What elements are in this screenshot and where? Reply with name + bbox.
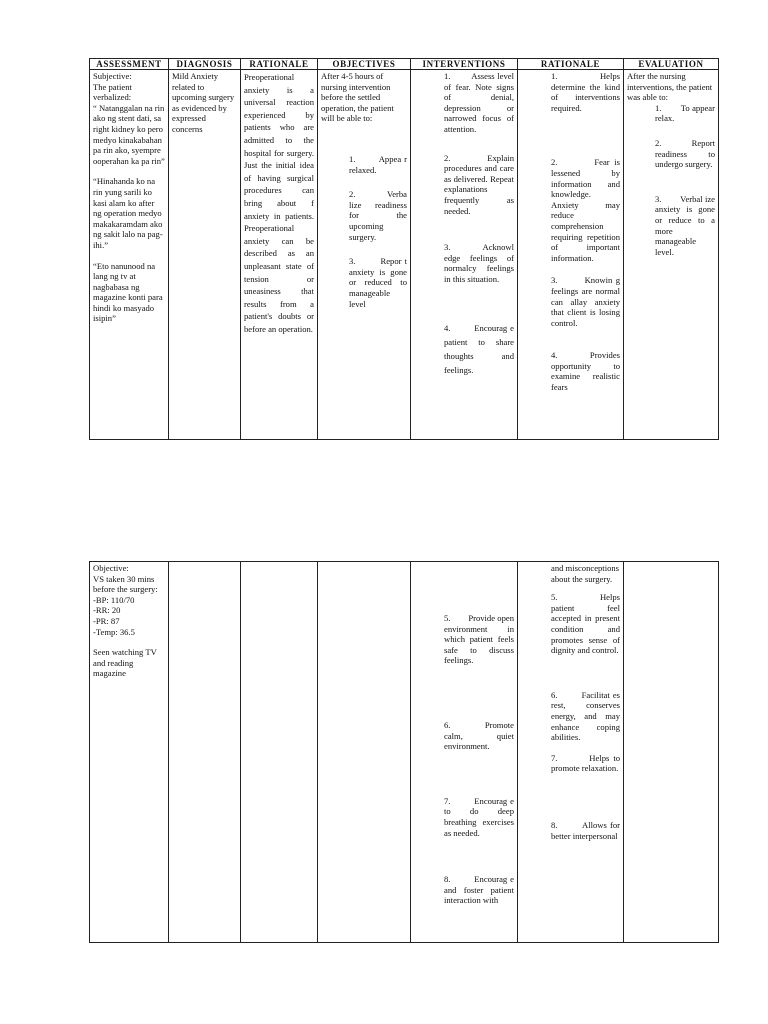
objective-item: 3. Repor t anxiety is gone or reduced to manageable level bbox=[349, 256, 407, 309]
intervention-item: 3. Acknowl edge feelings of normalcy feelings in this situation. bbox=[444, 242, 514, 284]
rationale-cell bbox=[241, 70, 318, 440]
diagnosis-cell bbox=[169, 562, 241, 943]
rationale-2-cell bbox=[518, 562, 624, 943]
rationale-item: 8. Allows for better interpersonal bbox=[551, 819, 620, 841]
diagnosis-cell bbox=[169, 70, 241, 440]
header-assessment: ASSESSMENT bbox=[90, 59, 169, 70]
evaluation-cell bbox=[624, 70, 719, 440]
objectives-intro: After 4-5 hours of nursing intervention before the settled operation, the patient will be able to: bbox=[321, 71, 394, 124]
vital-temp: -Temp: 36.5 bbox=[93, 626, 135, 637]
rationale-item: 2. Fear is lessened by information and knowledge. Anxiety may reduce comprehension requiring repetition of important information. bbox=[551, 157, 620, 263]
rationale-item: 4. Provides opportunity to examine realistic fears bbox=[551, 350, 620, 393]
intervention-item: 4. Encourag e patient to share thoughts and feelings. bbox=[444, 322, 514, 375]
objectives-cell bbox=[318, 562, 411, 943]
header-evaluation: EVALUATION bbox=[624, 59, 719, 70]
header-objectives: OBJECTIVES bbox=[318, 59, 411, 70]
assessment-cell bbox=[90, 562, 169, 943]
rationale-item: 6. Facilitat es rest, conserves energy, and may enhance coping abilities. bbox=[551, 689, 620, 743]
intervention-item: 2. Explain procedures and care as delivered. Repeat explanations frequently as needed. bbox=[444, 152, 514, 216]
care-plan-table-page-1 bbox=[89, 58, 719, 440]
intervention-item: 1. Assess level of fear. Note signs of denial, depression or narrowed focus of attention. bbox=[444, 71, 514, 134]
intervention-item: 7. Encourag e to do deep breathing exercises as needed. bbox=[444, 795, 514, 838]
rationale-item: 3. Knowin g feelings are normal can allay anxiety that client is losing control. bbox=[551, 275, 620, 328]
patient-quote-1: “ Natanggalan na rin ako ng stent dati, sa right kidney ko pero medyo kinakabahan pa rin ako, syempre ooperahan ka pa rin” bbox=[93, 102, 165, 166]
subjective-intro: The patient verbalized: bbox=[93, 81, 132, 103]
header-diagnosis: DIAGNOSIS bbox=[169, 59, 241, 70]
rationale-item: 1. Helps determine the kind of interventions required. bbox=[551, 71, 620, 113]
evaluation-cell bbox=[624, 562, 719, 943]
intervention-item: 6. Promote calm, quiet environment. bbox=[444, 719, 514, 752]
header-row bbox=[90, 59, 719, 70]
content-row bbox=[90, 562, 719, 943]
header-rationale-2: RATIONALE bbox=[518, 59, 624, 70]
vital-rr: -RR: 20 bbox=[93, 605, 121, 616]
evaluation-item: 1. To appear relax. bbox=[655, 102, 715, 124]
assessment-cell bbox=[90, 70, 169, 440]
observation-note: Seen watching TV and reading magazine bbox=[93, 647, 157, 679]
interventions-cell bbox=[411, 562, 518, 943]
diagnosis-text: Mild Anxiety related to upcoming surgery as evidenced by expressed concerns bbox=[172, 71, 235, 134]
objective-item: 2. Verba lize readiness for the upcoming surgery. bbox=[349, 189, 407, 242]
vitals-intro: VS taken 30 mins before the surgery: bbox=[93, 573, 158, 595]
vital-pr: -PR: 87 bbox=[93, 615, 120, 626]
subjective-label: Subjective: bbox=[93, 71, 132, 81]
rationale-item: 7. Helps to promote relaxation. bbox=[551, 752, 620, 774]
rationale-2-cell bbox=[518, 70, 624, 440]
intervention-item: 5. Provide open environment in which patient feels safe to discuss feelings. bbox=[444, 613, 514, 666]
rationale-cell bbox=[241, 562, 318, 943]
rationale-item: 5. Helps patient feel accepted in present condition and promotes sense of dignity and control. bbox=[551, 592, 620, 656]
header-interventions: INTERVENTIONS bbox=[411, 59, 518, 70]
vital-bp: -BP: 110/70 bbox=[93, 594, 135, 605]
header-rationale: RATIONALE bbox=[241, 59, 318, 70]
content-row bbox=[90, 70, 719, 440]
objectives-cell bbox=[318, 70, 411, 440]
intervention-item: 8. Encourag e and foster patient interaction with bbox=[444, 874, 514, 906]
rationale-text: Preoperational anxiety is a universal reaction experienced by patients who are admitted to the hospital for surgery. Just the initial idea of having surgical procedures can bring about f anxiety in patients. Preoperational anxiety can be described as an unpleasant state of tension or uneasiness that results from a patient's doubts or before an operation. bbox=[244, 72, 314, 334]
interventions-cell bbox=[411, 70, 518, 440]
rationale-continued: and misconceptions about the surgery. bbox=[551, 563, 620, 584]
evaluation-item: 2. Report readiness to undergo surgery. bbox=[655, 137, 715, 170]
objective-label: Objective: bbox=[93, 563, 129, 573]
objective-item: 1. Appea r relaxed. bbox=[349, 153, 407, 175]
evaluation-item: 3. Verbal ize anxiety is gone or reduce to a more manageable level. bbox=[655, 193, 715, 257]
evaluation-intro: After the nursing interventions, the patient was able to: bbox=[627, 71, 713, 103]
patient-quote-3: “Eto nanunood na lang ng tv at nagbabasa ng magazine konti para hindi ko masyado isipin” bbox=[93, 260, 163, 324]
care-plan-table-page-2 bbox=[89, 561, 719, 943]
patient-quote-2: “Hinahanda ko na rin yung sarili ko kasi alam ko after ng operation medyo makakaramdam ako ng sakit lalo na pag-ihi.” bbox=[93, 176, 163, 250]
